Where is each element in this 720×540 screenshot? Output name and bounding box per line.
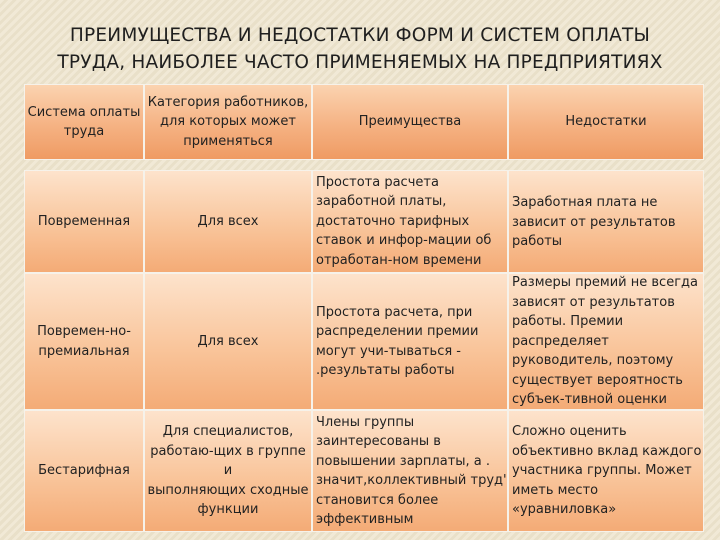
table-row-2-advantages xyxy=(312,273,508,410)
row-2-system-text: Повремен-но- премиальная xyxy=(37,324,131,359)
row-2-category-text: Для всех xyxy=(197,333,259,349)
table-row-3-category xyxy=(144,410,312,532)
header-advantages xyxy=(312,84,508,160)
header-category xyxy=(144,84,312,160)
table-row-1-category xyxy=(144,170,312,273)
row-1-system-text: Повременная xyxy=(37,213,131,229)
row-1-disadvantages-text: Заработная плата не зависит от результатов работы xyxy=(512,195,676,249)
table-row-3-advantages xyxy=(312,410,508,532)
header-system-label: Система оплаты труда xyxy=(27,104,141,139)
table-row-1-system xyxy=(24,170,144,273)
header-disadvantages xyxy=(508,84,704,160)
row-1-category-text: Для всех xyxy=(197,213,259,229)
row-2-advantages-text: Простота расчета, при распределении премии могут учи-тываться - .результаты работы xyxy=(316,304,479,378)
row-3-category-text: Для специалистов, работаю-щих в группе и выполняющих сходные функции xyxy=(147,424,309,518)
table-row-3-system xyxy=(24,410,144,532)
table-row-1-advantages xyxy=(312,170,508,273)
row-2-disadvantages-text: Размеры премий не всегда зависят от результатов работы. Премии распределяет руководитель, поэтому существует вероятность субъек-тивной оценки xyxy=(512,275,698,408)
table-row-1-disadvantages xyxy=(508,170,704,273)
table-row-2-system xyxy=(24,273,144,410)
table-row-3-disadvantages xyxy=(508,410,704,532)
row-3-advantages-text: Члены группы заинтересованы в повышении зарплаты, а . значит,коллективный труд' становится более эффективным xyxy=(316,414,507,527)
header-disadvantages-label: Недостатки xyxy=(565,114,647,130)
header-advantages-label: Преимущества xyxy=(358,114,462,130)
title-line-2: ТРУДА, НАИБОЛЕЕ ЧАСТО ПРИМЕНЯЕМЫХ НА ПРЕДПРИЯТИЯХ xyxy=(57,52,663,73)
table-row-2-disadvantages xyxy=(508,273,704,410)
slide-title xyxy=(10,22,710,76)
row-1-advantages-text: Простота расчета заработной платы, достаточно тарифных ставок и инфор-мации об отработан-ном времени xyxy=(316,174,492,268)
header-system xyxy=(24,84,144,160)
row-3-system-text: Бестарифная xyxy=(38,463,130,479)
title-line-1: ПРЕИМУЩЕСТВА И НЕДОСТАТКИ ФОРМ И СИСТЕМ ОПЛАТЫ xyxy=(69,25,651,46)
table-row-2-category xyxy=(144,273,312,410)
header-category-label: Категория работников, для которых может применяться xyxy=(147,94,309,149)
row-3-disadvantages-text: Сложно оценить объективно вклад каждого участника группы. Может иметь место «уравниловка» xyxy=(512,424,702,518)
